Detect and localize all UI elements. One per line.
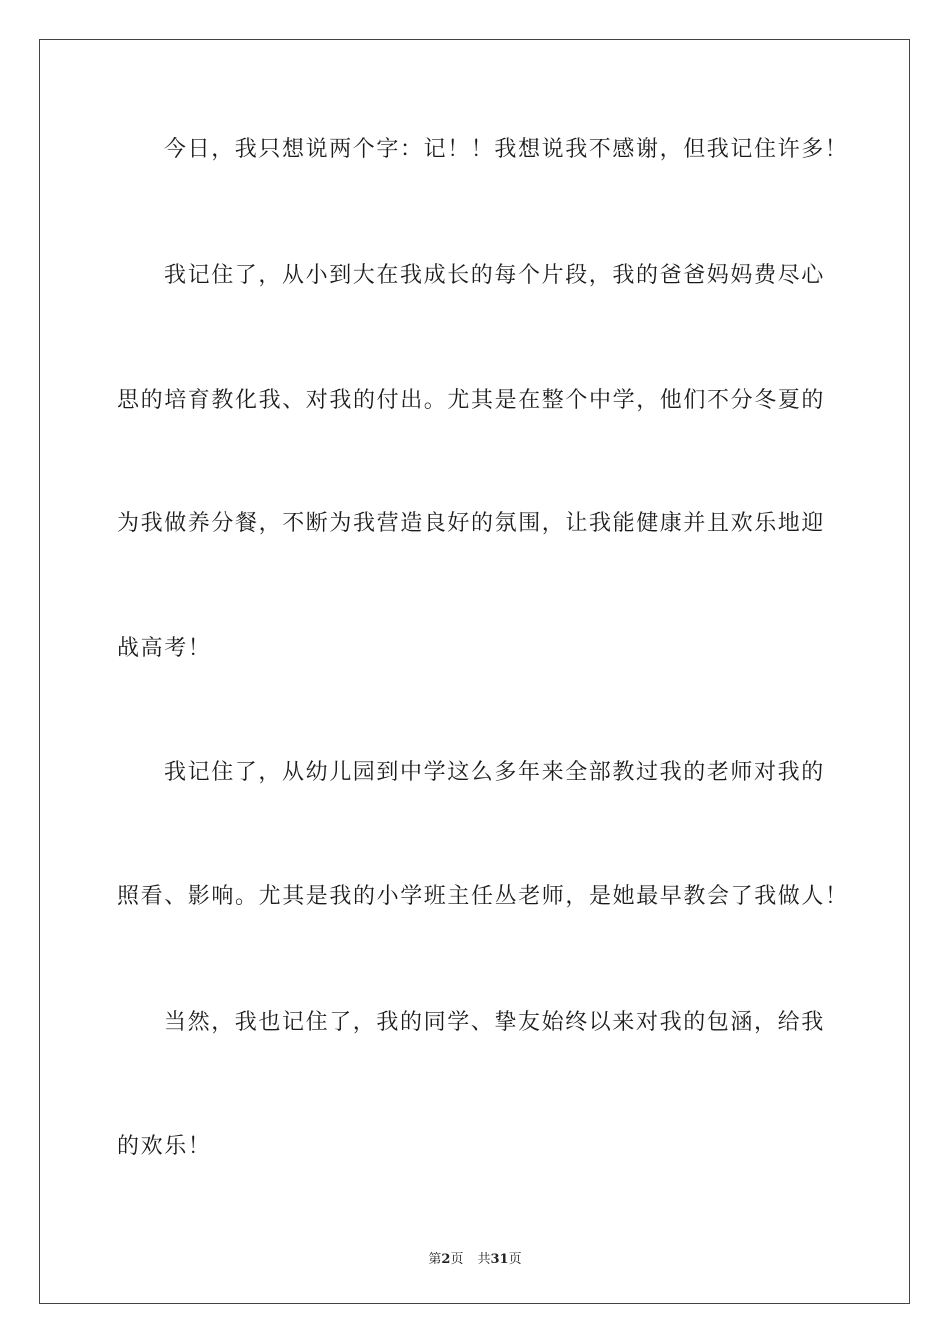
total-prefix: 共	[477, 1252, 491, 1267]
paragraph-line: 思的培育教化我、对我的付出。尤其是在整个中学，他们不分冬夏的	[117, 388, 826, 413]
total-suffix: 页	[508, 1252, 522, 1267]
paragraph-line: 当然，我也记住了，我的同学、挚友始终以来对我的包涵，给我	[164, 1010, 825, 1035]
paragraph-line: 今日，我只想说两个字：记！！我想说我不感谢，但我记住许多！	[164, 137, 849, 162]
paragraph-line: 我记住了，从小到大在我成长的每个片段，我的爸爸妈妈费尽心	[164, 263, 825, 288]
paragraph-line: 的欢乐！	[117, 1134, 212, 1159]
page-suffix: 页	[450, 1252, 464, 1267]
paragraph-line: 照看、影响。尤其是我的小学班主任丛老师，是她最早教会了我做人！	[117, 884, 849, 909]
total-pages: 31	[490, 1252, 509, 1267]
paragraph-line: 为我做养分餐，不断为我营造良好的氛围，让我能健康并且欢乐地迎	[117, 511, 826, 536]
paragraph-line: 战高考！	[117, 636, 212, 661]
page-footer	[0, 1248, 950, 1267]
page-prefix: 第	[428, 1252, 442, 1267]
page-number: 2	[441, 1252, 451, 1267]
page-border	[39, 39, 910, 1304]
paragraph-line: 我记住了，从幼儿园到中学这么多年来全部教过我的老师对我的	[164, 760, 825, 785]
